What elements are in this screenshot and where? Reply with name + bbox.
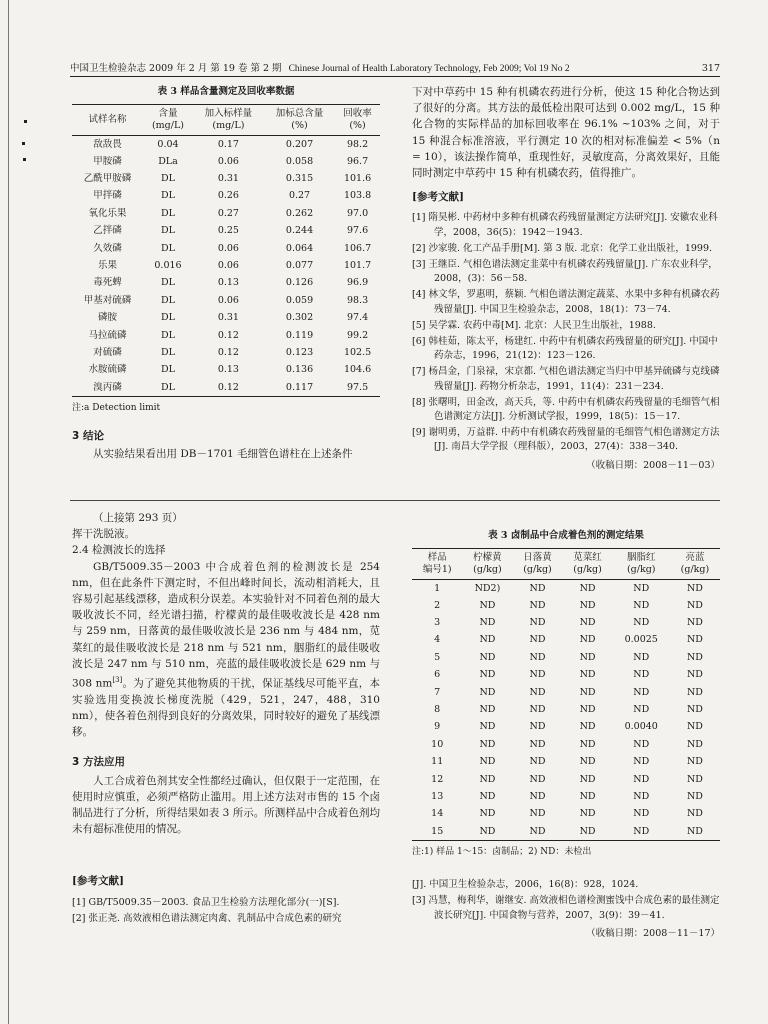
scan-mark: [22, 142, 25, 145]
column-header: 回收率 (%): [335, 105, 380, 136]
table-cell: 106.7: [343, 242, 372, 254]
table-cell: 0.12: [217, 329, 239, 341]
table-row: [412, 649, 720, 666]
table-cell: ND: [686, 704, 703, 716]
table-row: [72, 327, 380, 344]
table-cell: ND: [529, 773, 546, 785]
row-label-cell: 乙酰甲胺磷: [83, 173, 132, 185]
row-label-cell: 磷胺: [98, 312, 118, 324]
row-label-cell: 3: [434, 617, 441, 629]
table-row: [412, 614, 720, 631]
bottom-right-column: [412, 528, 720, 942]
table-cell: ND: [529, 704, 546, 716]
table-row: [72, 310, 380, 327]
row-label-cell: 水胺硫磷: [88, 364, 127, 376]
table-cell: 0.06: [217, 242, 239, 254]
table-cell: 104.6: [343, 364, 372, 376]
table-cell: DL: [161, 225, 175, 237]
table-cell: 0.244: [285, 225, 314, 237]
section-title-conclusion: 3 结论: [72, 430, 104, 443]
table-cell: ND: [579, 582, 596, 594]
table-cell: ND: [633, 738, 650, 750]
row-label-cell: 5: [434, 651, 441, 663]
reference-item: [2] 张正尧. 高效液相色谱法测定肉禽、乳制品中合成色素的研究: [72, 912, 342, 924]
table-cell: ND: [479, 721, 496, 733]
table-cell: ND: [579, 773, 596, 785]
table-cell: 0.059: [285, 294, 314, 306]
section-title-method-application: 3 方法应用: [72, 756, 125, 769]
table-cell: ND: [529, 686, 546, 698]
table-cell: ND: [529, 738, 546, 750]
table-cell: ND: [579, 756, 596, 768]
table-cell: DL: [161, 364, 175, 376]
table-cell: ND: [579, 651, 596, 663]
bottom-left-column: [72, 510, 380, 928]
continued-text: 挥干洗脱液。: [72, 528, 135, 541]
table-cell: ND: [579, 599, 596, 611]
reference-item: [4] 林文华，罗惠明，蔡颖. 气相色谱法测定蔬菜、水果中多种有机磷农药残留量[J]. 中国卫生检验杂志，2008，18(1)：73－74.: [412, 289, 720, 315]
table-cell: ND: [686, 756, 703, 768]
table-cell: ND: [686, 721, 703, 733]
section-2-4-body-cont: 。为了避免其他物质的干扰，保证基线尽可能平直，本实验选用变换波长梯度洗脱（429，521，247，488，310 nm），使各着色剂得到良好的分离效果，同时较好的避免了基线漂移。: [72, 677, 380, 739]
table-cell: DL: [161, 207, 175, 219]
table-cell: ND: [529, 634, 546, 646]
table-cell: ND: [529, 651, 546, 663]
table-cell: ND: [579, 738, 596, 750]
table-cell: ND: [479, 599, 496, 611]
table-cell: ND: [633, 756, 650, 768]
table-body: [412, 580, 720, 841]
row-label-cell: 14: [431, 808, 444, 820]
row-label-cell: 马拉硫磷: [88, 329, 127, 341]
table-cell: 0.06: [217, 155, 239, 167]
column-header: 胭脂红 (g/kg): [613, 549, 670, 580]
row-label-cell: 2: [434, 599, 441, 611]
citation-marker: [3]: [112, 676, 123, 685]
table-cell: 97.5: [346, 381, 369, 393]
table-cell: ND: [529, 582, 546, 594]
row-label-cell: 13: [431, 790, 444, 802]
table-row: [72, 257, 380, 274]
table-cell: 101.7: [343, 260, 372, 272]
reference-item: [9] 谢明勇，万益群. 中药中有机磷农药残留量的毛细管气相色谱测定方法[J]. 南昌大学学报（理科版），2003，27(4)：338－340.: [412, 427, 720, 453]
table-cell: 0.31: [217, 173, 239, 185]
table-cell: DL: [161, 277, 175, 289]
row-label-cell: 乙拌磷: [93, 225, 122, 237]
table-cell: DLa: [158, 155, 178, 167]
table-row: [412, 823, 720, 840]
table-cell: ND: [529, 808, 546, 820]
table-cell: ND: [686, 599, 703, 611]
table-caption: 表 3 样品含量测定及回收率数据: [157, 86, 295, 97]
row-label-cell: 8: [434, 704, 441, 716]
table-cell: ND: [633, 686, 650, 698]
table-cell: ND: [529, 617, 546, 629]
table-cell: 101.6: [343, 173, 372, 185]
table-cell: ND: [579, 686, 596, 698]
table-cell: 99.2: [346, 329, 369, 341]
table-cell: 98.3: [346, 294, 369, 306]
table-cell: 0.13: [217, 364, 239, 376]
table-cell: ND: [479, 617, 496, 629]
table-row: [412, 701, 720, 718]
row-label-cell: 乐果: [98, 260, 118, 272]
row-label-cell: 6: [434, 669, 441, 681]
row-label-cell: 1: [434, 582, 441, 594]
table-cell: 0.0040: [624, 721, 658, 733]
table-row: [72, 170, 380, 187]
recovery-table: [72, 104, 380, 397]
row-label-cell: 11: [431, 756, 444, 768]
table-row: [412, 580, 720, 597]
column-header: 苋菜红 (g/kg): [563, 549, 613, 580]
table-row: [72, 153, 380, 170]
section-3-text: 人工合成着色剂其安全性都经过确认，但仅限于一定范围，在使用时应慎重，必须严格防止滥用。用上述方法对市售的 15 个卤制品进行了分析，所得结果如表 3 所示。所测样品中合成着色剂均未有超标准使用的情况。: [72, 774, 380, 836]
table-cell: ND: [686, 808, 703, 820]
table-cell: ND: [686, 790, 703, 802]
table-caption-2: 表 3 卤制品中合成着色剂的测定结果: [488, 530, 644, 541]
table-cell: 0.25: [217, 225, 239, 237]
references-heading: [参考文献]: [412, 191, 464, 204]
row-label-cell: 甲基对硫磷: [83, 294, 132, 306]
table-cell: ND: [633, 582, 650, 594]
table-cell: 0.126: [285, 277, 314, 289]
table-cell: 0.207: [285, 138, 314, 150]
table-row: [72, 379, 380, 396]
table-cell: ND: [479, 808, 496, 820]
table-cell: 102.5: [343, 346, 372, 358]
table-row: [72, 205, 380, 222]
table-cell: 0.04: [157, 138, 179, 150]
row-label-cell: 溴丙磷: [93, 381, 122, 393]
table-cell: DL: [161, 294, 175, 306]
column-header: 加标总含量 (%): [264, 105, 335, 136]
conclusion-text-left: 从实验结果看出用 DB－1701 毛细管色谱柱在上述条件: [93, 448, 353, 461]
table-row: [72, 275, 380, 292]
top-left-column: [72, 84, 380, 463]
section-2-4-body: GB/T5009.35－2003 中合成着色剂的检测波长是 254 nm，但在此条件下测定时，不但出峰时间长，流动相消耗大，且容易引起基线漂移，造成积分误差。本实验针对不同着色剂的最大吸收波长不同，经光谱扫描，柠檬黄的最佳吸收波长是 428 nm 与 259 nm，日落黄的最佳吸收波长是 236 nm 与 484 nm，苋菜红的最佳吸收波长是 218 nm 与 521 nm，胭脂红的最佳吸收波长是 247 nm 与 510 nm，亮蓝的最佳吸收波长是 629 nm 与 308 nm: [72, 560, 380, 690]
row-label-cell: 7: [434, 686, 441, 698]
row-label-cell: 久效磷: [93, 242, 122, 254]
table-cell: 0.262: [285, 207, 314, 219]
table-cell: ND: [579, 721, 596, 733]
table-cell: ND: [479, 790, 496, 802]
table-cell: 0.077: [285, 260, 314, 272]
table-cell: 0.31: [217, 312, 239, 324]
header-journal-cn: [70, 60, 570, 74]
table-row: [412, 788, 720, 805]
table-cell: 0.0025: [624, 634, 658, 646]
table-cell: ND: [686, 738, 703, 750]
table-row: [412, 684, 720, 701]
table-cell: ND: [579, 825, 596, 837]
reference-item: [J]. 中国卫生检验杂志，2006，16(8)：928，1024.: [412, 879, 639, 891]
row-label-cell: 氧化乐果: [88, 207, 127, 219]
table-cell: DL: [161, 312, 175, 324]
table-cell: DL: [161, 346, 175, 358]
section-title-2-4: 2.4 检测波长的选择: [72, 544, 166, 557]
article-divider: [70, 500, 720, 501]
table-row: [412, 806, 720, 823]
table-cell: ND: [633, 704, 650, 716]
table-cell: ND: [529, 599, 546, 611]
table-cell: ND: [686, 582, 703, 594]
row-label-cell: 敌敌畏: [93, 138, 122, 150]
table-cell: DL: [161, 173, 175, 185]
header-cn-text: 中国卫生检验杂志 2009 年 2 月 第 19 卷 第 2 期: [70, 63, 282, 74]
table-cell: DL: [161, 329, 175, 341]
table-cell: ND: [633, 599, 650, 611]
header-en-text: Chinese Journal of Health Laboratory Technology, Feb 2009; Vol 19 No 2: [288, 64, 570, 74]
row-label-cell: 甲拌磷: [93, 190, 122, 202]
table-header-row: [72, 105, 380, 136]
reference-item: [1] 隋昊彬. 中药材中多种有机磷农药残留量测定方法研究[J]. 安徽农业科学，2008，36(5)：1942－1943.: [412, 212, 718, 238]
table-cell: 0.302: [285, 312, 314, 324]
table-cell: 0.27: [288, 190, 311, 202]
table-cell: ND: [529, 756, 546, 768]
table-note: 注:a Detection limit: [72, 403, 161, 414]
table-cell: 0.13: [217, 277, 239, 289]
continued-from: （上接第 293 页）: [93, 512, 183, 524]
running-header: [70, 56, 720, 74]
colorant-table: [412, 548, 720, 841]
reference-list-3: [412, 878, 720, 923]
table-row: [72, 136, 380, 153]
table-cell: ND: [579, 790, 596, 802]
column-header: 样品 编号1): [412, 549, 462, 580]
table-row: [412, 754, 720, 771]
conclusion-text-right: 下对中草药中 15 种有机磷农药进行分析，使这 15 种化合物达到了很好的分离。其方法的最低检出限可达到 0.002 mg/L，15 种化合物的实际样品的加标回收率在 96.1% ~103% 之间，对于 15 种混合标准溶液，平行测定 10 次的相对标准偏差 < 5%（n = 10），该法操作简单，重现性好，灵敏度高，分离效果好，且能同时测定中草药中 15 种有机磷农药，值得推广。: [412, 86, 720, 180]
table-cell: 0.016: [154, 260, 182, 272]
table-cell: ND: [686, 634, 703, 646]
table-cell: ND: [479, 738, 496, 750]
table-cell: ND: [529, 721, 546, 733]
column-header: 柠檬黄 (g/kg): [462, 549, 512, 580]
table-row: [412, 771, 720, 788]
table-cell: 0.117: [285, 381, 314, 393]
column-header: 亮蓝 (g/kg): [670, 549, 720, 580]
table-cell: ND: [479, 651, 496, 663]
table-row: [72, 188, 380, 205]
reference-list: [412, 211, 720, 454]
header-rule: [70, 76, 720, 77]
row-label-cell: 10: [431, 738, 444, 750]
table-cell: 97.4: [346, 312, 369, 324]
table-row: [72, 292, 380, 309]
reference-item: [3] 冯慧，梅利华，谢继安. 高效液相色谱检测蜜饯中合成色素的最佳测定波长研究[J]. 中国食物与营养，2007，3(9)：39－41.: [412, 895, 720, 921]
reference-item: [8] 张曙明，田金改，高天兵，等. 中药中有机磷农药残留量的毛细管气相色谱测定方法[J]. 分析测试学报，1999，18(5)：15－17.: [412, 396, 720, 423]
table-cell: ND: [686, 617, 703, 629]
row-label-cell: 9: [434, 721, 441, 733]
table-cell: ND: [633, 669, 650, 681]
table-row: [412, 719, 720, 736]
table-cell: ND: [633, 651, 650, 663]
references-heading-2: [参考文献]: [72, 875, 124, 888]
reference-item: [3] 王继臣. 气相色谱法测定韭菜中有机磷农药残留量[J]. 广东农业科学，2008，(3)：56－58.: [412, 259, 718, 285]
table-cell: 97.0: [346, 207, 369, 219]
table-cell: DL: [161, 242, 175, 254]
table-cell: ND: [633, 790, 650, 802]
table-cell: ND: [633, 825, 650, 837]
row-label-cell: 15: [431, 825, 444, 837]
table-cell: 0.064: [285, 242, 314, 254]
table-note-2: 注:1) 样品 1～15：卤制品；2) ND：未检出: [412, 847, 592, 858]
table-cell: 0.136: [285, 364, 314, 376]
table-cell: 0.058: [285, 155, 314, 167]
scan-mark: [24, 120, 27, 123]
table-cell: 0.12: [217, 381, 239, 393]
table-row: [412, 632, 720, 649]
table-cell: ND: [529, 825, 546, 837]
table-cell: 96.9: [346, 277, 369, 289]
table-row: [72, 362, 380, 379]
table-cell: ND: [686, 669, 703, 681]
table-row: [72, 223, 380, 240]
reference-item: [1] GB/T5009.35－2003. 食品卫生检验方法理化部分(一)[S].: [72, 896, 340, 908]
reference-item: [7] 杨昌金，门泉禄，宋京都. 气相色谱法测定当归中甲基异硫磷与克线磷残留量[J]. 药物分析杂志，1991，11(4)：231－234.: [412, 366, 720, 392]
reference-list-2: [72, 896, 380, 926]
table-cell: ND: [686, 773, 703, 785]
table-cell: 0.17: [217, 138, 239, 150]
table-cell: 0.06: [217, 260, 239, 272]
table-cell: 97.6: [346, 225, 369, 237]
page-number: 317: [701, 63, 720, 74]
table-cell: ND: [479, 634, 496, 646]
table-cell: 0.315: [285, 173, 314, 185]
table-cell: 0.123: [285, 346, 314, 358]
row-label-cell: 对硫磷: [93, 346, 122, 358]
table-cell: ND: [686, 686, 703, 698]
table-cell: ND: [479, 756, 496, 768]
table-cell: ND: [529, 790, 546, 802]
table-row: [72, 344, 380, 361]
table-cell: ND: [529, 669, 546, 681]
table-cell: ND: [686, 651, 703, 663]
reference-item: [2] 沙家骏. 化工产品手册[M]. 第 3 版. 北京：化学工业出版社，1999.: [412, 242, 713, 254]
table-row: [412, 597, 720, 614]
reference-item: [5] 吴学霖. 农药中毒[M]. 北京：人民卫生出版社，1988.: [412, 319, 656, 331]
table-cell: ND: [633, 773, 650, 785]
received-date-2: （收稿日期：2008－11－17）: [586, 927, 720, 939]
table-row: [412, 736, 720, 753]
row-label-cell: 4: [434, 634, 441, 646]
table-cell: ND: [479, 704, 496, 716]
page-edge-line: [8, 0, 9, 1024]
table-cell: ND: [579, 704, 596, 716]
table-cell: ND: [479, 773, 496, 785]
table-cell: ND: [579, 669, 596, 681]
table-cell: 103.8: [343, 190, 372, 202]
column-header: 日落黄 (g/kg): [512, 549, 562, 580]
reference-item: [6] 韩桂茹，陈太平，杨建红. 中药中有机磷农药残留量的研究[J]. 中国中药杂志，1996，21(12)：123－126.: [412, 336, 718, 362]
table-cell: 0.27: [217, 207, 239, 219]
table-cell: ND: [479, 686, 496, 698]
table-cell: 0.119: [285, 329, 314, 341]
table-body: [72, 136, 380, 397]
column-header: 含量 (mg/L): [143, 105, 193, 136]
column-header: 试样名称: [72, 105, 143, 136]
table-cell: 0.12: [217, 346, 239, 358]
table-cell: DL: [161, 381, 175, 393]
table-cell: ND: [633, 617, 650, 629]
row-label-cell: 毒死蜱: [93, 277, 122, 289]
table-header-row: [412, 549, 720, 580]
table-cell: ND: [579, 808, 596, 820]
table-cell: DL: [161, 190, 175, 202]
table-cell: ND: [479, 669, 496, 681]
table-cell: ND2): [474, 582, 501, 594]
table-cell: 0.26: [217, 190, 239, 202]
table-cell: 0.06: [217, 294, 239, 306]
table-cell: ND: [686, 825, 703, 837]
table-cell: 98.2: [346, 138, 369, 150]
scan-mark: [23, 158, 26, 161]
top-right-column: [412, 84, 720, 474]
section-2-4-text: [72, 559, 380, 741]
table-row: [72, 240, 380, 257]
column-header: 加入标样量 (mg/L): [193, 105, 264, 136]
table-cell: ND: [633, 808, 650, 820]
table-cell: ND: [479, 825, 496, 837]
table-cell: 96.7: [346, 155, 369, 167]
table-row: [412, 667, 720, 684]
row-label-cell: 12: [431, 773, 444, 785]
table-cell: ND: [579, 617, 596, 629]
received-date: （收稿日期：2008－11－03）: [586, 459, 720, 471]
table-cell: ND: [579, 634, 596, 646]
row-label-cell: 甲胺磷: [93, 155, 122, 167]
